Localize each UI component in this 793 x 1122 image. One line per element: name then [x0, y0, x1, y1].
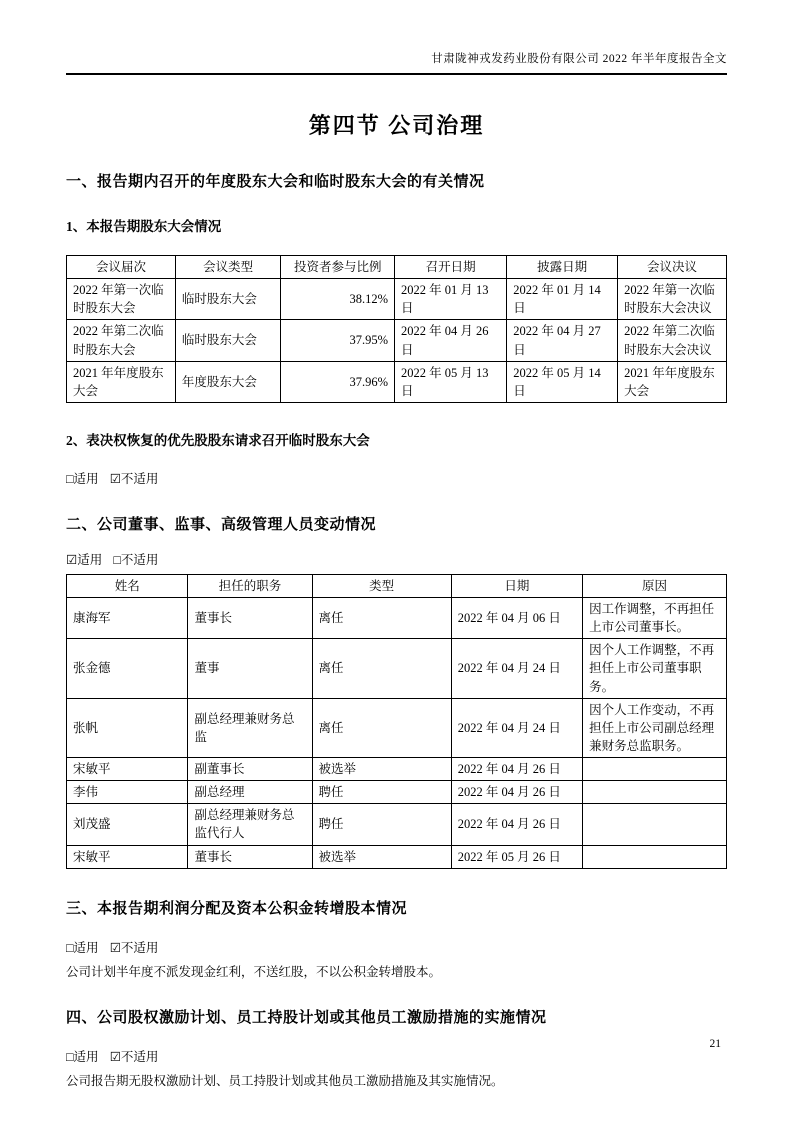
table-cell: [583, 758, 727, 781]
heading-4: 四、公司股权激励计划、员工持股计划或其他员工激励措施的实施情况: [66, 1009, 547, 1026]
not-applicable-checkbox: ☑不适用: [109, 940, 159, 955]
applicability-line: [66, 469, 727, 487]
table-cell: 被选举: [312, 845, 451, 868]
table-cell: 副总经理: [188, 781, 312, 804]
table-row: [67, 845, 727, 868]
table-cell: 被选举: [312, 758, 451, 781]
table-row: [67, 320, 727, 361]
table-row: [67, 361, 727, 402]
table-cell: 2021 年年度股东大会: [67, 361, 176, 402]
applicability-line: [66, 1047, 727, 1065]
applicability-line: [66, 550, 727, 568]
table-cell: 刘茂盛: [67, 804, 188, 845]
table-cell: 2022 年 05 月 14 日: [507, 361, 618, 402]
table-cell: 2022 年 04 月 26 日: [395, 320, 507, 361]
heading-1-1: 1、本报告期股东大会情况: [66, 219, 222, 234]
table-cell: 离任: [312, 598, 451, 639]
table-header-row: [67, 256, 727, 279]
column-header: 会议届次: [67, 256, 176, 279]
section-note: 公司报告期无股权激励计划、员工持股计划或其他员工激励措施及其实施情况。: [66, 1073, 504, 1088]
heading-1: 一、报告期内召开的年度股东大会和临时股东大会的有关情况: [66, 174, 485, 190]
table-row: [67, 804, 727, 845]
personnel-change-table: [66, 574, 727, 869]
table-cell: [583, 845, 727, 868]
table-cell: 因个人工作调整，不再担任上市公司董事职务。: [583, 639, 727, 698]
table-cell: 2022 年 04 月 24 日: [451, 639, 582, 698]
column-header: 召开日期: [395, 256, 507, 279]
applicable-checkbox: □适用: [66, 471, 99, 486]
table-cell: 37.95%: [281, 320, 395, 361]
table-cell: 临时股东大会: [175, 279, 281, 320]
table-cell: 2022 年第一次临时股东大会决议: [618, 279, 727, 320]
section-title: 第四节 公司治理: [308, 113, 485, 138]
column-header: 日期: [451, 574, 582, 597]
table-cell: 2022 年 04 月 24 日: [451, 698, 582, 757]
not-applicable-checkbox: □不适用: [113, 552, 159, 567]
table-cell: 2022 年 05 月 13 日: [395, 361, 507, 402]
table-cell: 因工作调整，不再担任上市公司董事长。: [583, 598, 727, 639]
table-row: [67, 781, 727, 804]
table-cell: 宋敏平: [67, 758, 188, 781]
table-cell: 2021 年年度股东大会: [618, 361, 727, 402]
table-cell: 副总经理兼财务总监代行人: [188, 804, 312, 845]
table-cell: 张帆: [67, 698, 188, 757]
table-cell: 2022 年 04 月 26 日: [451, 758, 582, 781]
table-row: [67, 639, 727, 698]
not-applicable-checkbox: ☑不适用: [109, 471, 159, 486]
column-header: 投资者参与比例: [281, 256, 395, 279]
table-cell: 38.12%: [281, 279, 395, 320]
table-row: [67, 698, 727, 757]
section-note: 公司计划半年度不派发现金红利，不送红股，不以公积金转增股本。: [66, 964, 442, 979]
applicability-line: [66, 938, 727, 956]
heading-3: 三、本报告期利润分配及资本公积金转增股本情况: [66, 900, 408, 917]
report-title: 甘肃陇神戎发药业股份有限公司 2022 年半年度报告全文: [431, 53, 727, 65]
table-cell: 2022 年第二次临时股东大会: [67, 320, 176, 361]
column-header: 原因: [583, 574, 727, 597]
table-cell: 李伟: [67, 781, 188, 804]
table-header-row: [67, 574, 727, 597]
table-row: [67, 758, 727, 781]
table-row: [67, 598, 727, 639]
applicable-checkbox: ☑适用: [66, 552, 103, 567]
table-cell: 2022 年 04 月 06 日: [451, 598, 582, 639]
table-cell: 2022 年 04 月 26 日: [451, 781, 582, 804]
page-header: [66, 50, 727, 75]
heading-2: 二、公司董事、监事、高级管理人员变动情况: [66, 516, 377, 533]
column-header: 姓名: [67, 574, 188, 597]
table-cell: 离任: [312, 698, 451, 757]
table-cell: 张金德: [67, 639, 188, 698]
not-applicable-checkbox: ☑不适用: [109, 1049, 159, 1064]
table-cell: 2022 年 04 月 26 日: [451, 804, 582, 845]
table-cell: [583, 781, 727, 804]
table-cell: 2022 年第二次临时股东大会决议: [618, 320, 727, 361]
table-cell: 康海军: [67, 598, 188, 639]
table-cell: 2022 年 01 月 14 日: [507, 279, 618, 320]
table-cell: 聘任: [312, 781, 451, 804]
applicable-checkbox: □适用: [66, 1049, 99, 1064]
table-cell: 宋敏平: [67, 845, 188, 868]
table-cell: 2022 年第一次临时股东大会: [67, 279, 176, 320]
table-cell: 37.96%: [281, 361, 395, 402]
table-cell: 董事长: [188, 845, 312, 868]
table-cell: 副总经理兼财务总监: [188, 698, 312, 757]
column-header: 会议决议: [618, 256, 727, 279]
table-cell: 因个人工作变动，不再担任上市公司副总经理兼财务总监职务。: [583, 698, 727, 757]
table-cell: 董事: [188, 639, 312, 698]
column-header: 会议类型: [175, 256, 281, 279]
table-cell: 副董事长: [188, 758, 312, 781]
table-cell: 2022 年 01 月 13 日: [395, 279, 507, 320]
table-cell: 临时股东大会: [175, 320, 281, 361]
table-cell: 董事长: [188, 598, 312, 639]
table-cell: [583, 804, 727, 845]
table-cell: 聘任: [312, 804, 451, 845]
table-cell: 2022 年 04 月 27 日: [507, 320, 618, 361]
table-cell: 离任: [312, 639, 451, 698]
table-cell: 2022 年 05 月 26 日: [451, 845, 582, 868]
column-header: 担任的职务: [188, 574, 312, 597]
page-number: 21: [709, 1038, 721, 1050]
column-header: 披露日期: [507, 256, 618, 279]
heading-1-2: 2、表决权恢复的优先股股东请求召开临时股东大会: [66, 432, 370, 448]
applicable-checkbox: □适用: [66, 940, 99, 955]
table-cell: 年度股东大会: [175, 361, 281, 402]
table-row: [67, 279, 727, 320]
meetings-table: [66, 255, 727, 403]
column-header: 类型: [312, 574, 451, 597]
